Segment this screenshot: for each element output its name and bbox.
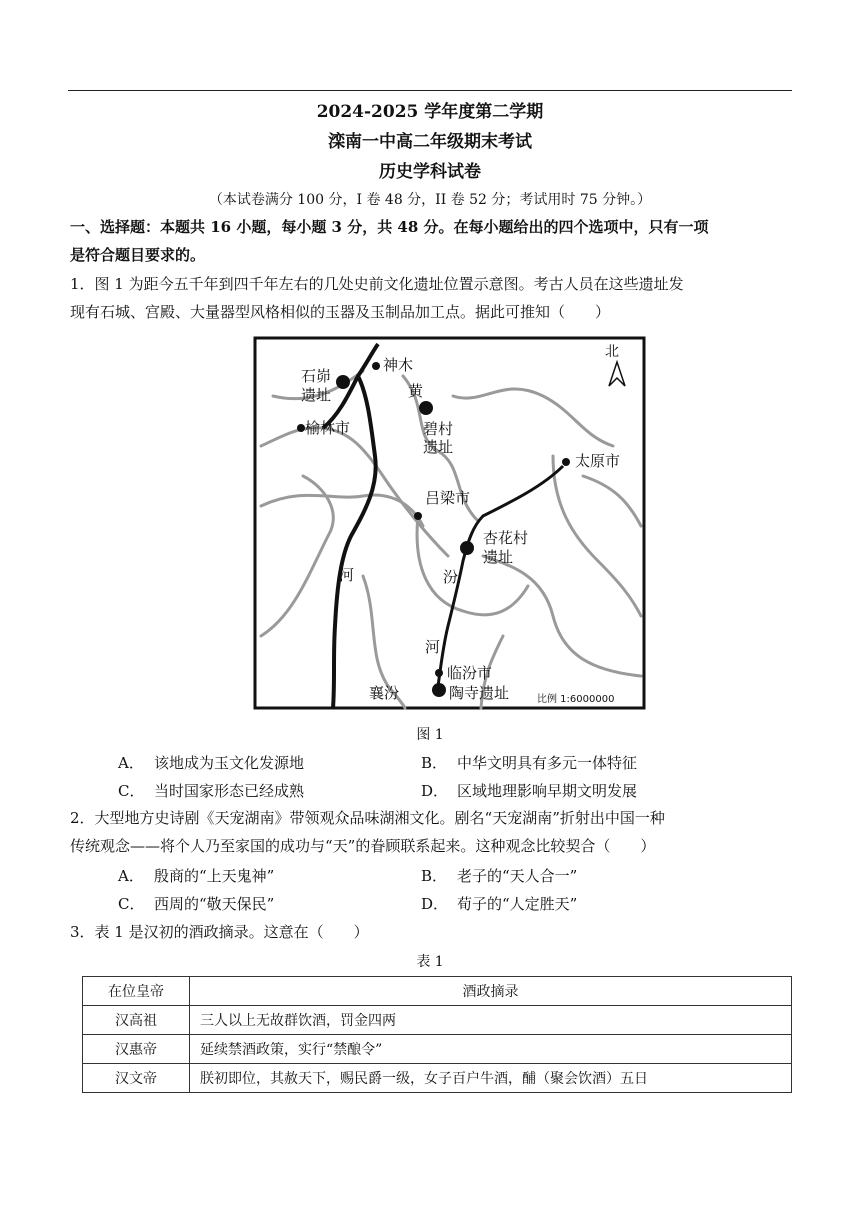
option-key: B．: [421, 754, 448, 772]
table-cell-policy: 延续禁酒政策，实行“禁酿令”: [190, 1035, 792, 1064]
table-row: [83, 1035, 792, 1064]
section-heading-line2: 是符合题目要求的。: [70, 246, 206, 264]
option-text: 区域地理影响早期文明发展: [457, 782, 638, 800]
shenmu-dot: [372, 362, 380, 370]
table-cell-policy: 三人以上无故群饮酒，罚金四两: [190, 1006, 792, 1035]
taiyuan-dot: [562, 458, 570, 466]
question-2-stem: [70, 804, 792, 860]
q2-option-c[interactable]: [118, 893, 418, 914]
q1-option-c[interactable]: [118, 780, 418, 801]
table-cell-emperor: 汉高祖: [83, 1006, 190, 1035]
map-label-shimao-2: 遗址: [301, 386, 332, 404]
table-cell-emperor: 汉惠帝: [83, 1035, 190, 1064]
q2-option-a[interactable]: [118, 865, 418, 886]
taosi-site-dot: [432, 683, 446, 697]
map-label-xiangfen: 襄汾: [369, 684, 400, 702]
map-label-bicun-2: 遗址: [423, 438, 454, 456]
bicun-site-dot: [419, 401, 433, 415]
table-row: [83, 1006, 792, 1035]
option-key: C．: [118, 895, 145, 913]
table-header-row: [83, 977, 792, 1006]
map-label-shimao-1: 石峁: [301, 367, 332, 385]
map-label-xinghuacun-2: 遗址: [483, 548, 514, 566]
table-header-emperor: 在位皇帝: [83, 977, 190, 1006]
option-key: A．: [118, 754, 144, 772]
map-label-he-left: 河: [339, 566, 355, 584]
option-text: 荀子的“人定胜天”: [457, 895, 578, 913]
option-text: 当时国家形态已经成熟: [154, 782, 305, 800]
option-text: 中华文明具有多元一体特征: [457, 754, 638, 772]
table-row: [83, 1064, 792, 1093]
q1-option-b[interactable]: [421, 752, 721, 773]
map-label-taosi: 陶寺遗址: [449, 684, 510, 702]
q2-option-b[interactable]: [421, 865, 721, 886]
map-label-bicun-1: 碧村: [423, 420, 454, 438]
map-label-taiyuan: 太原市: [575, 452, 621, 470]
question-1-stem: [70, 270, 792, 326]
map-label-lvliang: 吕梁市: [425, 489, 471, 507]
figure-1-caption: 图 1: [416, 727, 444, 743]
option-text: 殷商的“上天鬼神”: [154, 867, 275, 885]
lvliang-dot: [414, 512, 422, 520]
question-3-stem: 3．表 1 是汉初的酒政摘录。这意在（ ）: [70, 923, 369, 941]
question-1-line2: 现有石城、宫殿、大量器型风格相似的玉器及玉制品加工点。据此可推知（ ）: [70, 303, 611, 321]
q1-option-a[interactable]: [118, 752, 418, 773]
question-2-line1: 2．大型地方史诗剧《天宠湖南》带领观众品味湖湘文化。剧名“天宠湖南”折射出中国一种: [70, 809, 665, 827]
map-label-linfen: 临汾市: [447, 664, 493, 682]
question-1-line1: 1．图 1 为距今五千年到四千年左右的几处史前文化遗址位置示意图。考古人员在这些遗址发: [70, 275, 684, 293]
option-key: A．: [118, 867, 144, 885]
option-key: D．: [421, 895, 449, 913]
q2-option-d[interactable]: [421, 893, 721, 914]
table-cell-emperor: 汉文帝: [83, 1064, 190, 1093]
map-label-he-bottom: 河: [425, 638, 441, 656]
table-1-caption: 表 1: [416, 954, 444, 970]
question-2-line2: 传统观念——将个人乃至家国的成功与“天”的眷顾联系起来。这种观念比较契合（ ）: [70, 837, 656, 855]
exam-subject-title: 历史学科试卷: [379, 162, 481, 182]
map-label-shenmu: 神木: [383, 356, 414, 374]
exam-school-title: 滦南一中高二年级期末考试: [328, 132, 532, 152]
map-label-xinghuacun-1: 杏花村: [483, 529, 529, 547]
section-heading-line1: 一、选择题：本题共 16 小题，每小题 3 分，共 48 分。在每小题给出的四个选项中，只有一项: [70, 218, 709, 236]
top-rule: [68, 90, 792, 91]
map-label-fen: 汾: [443, 568, 459, 586]
xinghuacun-site-dot: [460, 541, 474, 555]
map-north-label: 北: [605, 344, 619, 360]
option-key: D．: [421, 782, 449, 800]
map-label-yulin: 榆林市: [305, 419, 351, 437]
option-key: B．: [421, 867, 448, 885]
q1-option-d[interactable]: [421, 780, 721, 801]
table-cell-policy: 朕初即位，其赦天下，赐民爵一级，女子百户牛酒，酺（聚会饮酒）五日: [190, 1064, 792, 1093]
option-text: 西周的“敬天保民”: [154, 895, 275, 913]
linfen-dot: [435, 669, 443, 677]
map-scale-label: 比例 1:6000000: [537, 694, 615, 705]
yulin-dot: [297, 424, 305, 432]
exam-note: （本试卷满分 100 分，I 卷 48 分，II 卷 52 分；考试用时 75 分钟。）: [208, 192, 652, 208]
liquor-policy-table: [82, 976, 792, 1093]
map-label-huang: 黄: [408, 382, 424, 400]
exam-year-title: 2024-2025 学年度第二学期: [316, 102, 544, 122]
option-text: 老子的“天人合一”: [457, 867, 578, 885]
shimao-site-dot: [336, 375, 350, 389]
option-text: 该地成为玉文化发源地: [154, 754, 305, 772]
option-key: C．: [118, 782, 145, 800]
table-header-policy: 酒政摘录: [190, 977, 792, 1006]
site-location-map: [253, 336, 646, 710]
section-heading: [70, 213, 792, 269]
